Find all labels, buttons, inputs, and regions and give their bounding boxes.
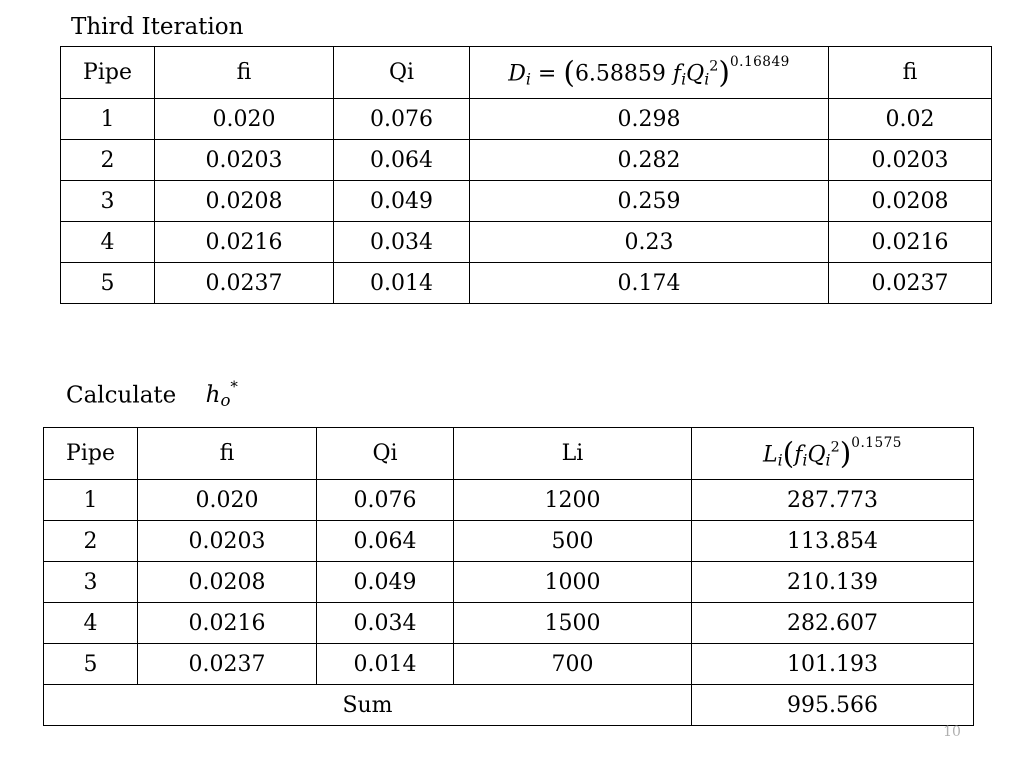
table-row bbox=[44, 562, 974, 603]
cell-qi: 0.076 bbox=[334, 99, 470, 140]
header-qi: Qi bbox=[334, 47, 470, 99]
cell-fi: 0.020 bbox=[155, 99, 334, 140]
sum-row bbox=[44, 685, 974, 726]
cell-fi-new: 0.02 bbox=[829, 99, 992, 140]
sum-value: 995.566 bbox=[692, 685, 974, 726]
table-row bbox=[61, 181, 992, 222]
cell-fi: 0.0237 bbox=[155, 263, 334, 304]
cell-value: 101.193 bbox=[692, 644, 974, 685]
table-header-row bbox=[61, 47, 992, 99]
cell-fi: 0.0208 bbox=[155, 181, 334, 222]
calculate-ho-table bbox=[43, 427, 974, 726]
cell-qi: 0.064 bbox=[317, 521, 454, 562]
cell-li: 1000 bbox=[454, 562, 692, 603]
cell-di: 0.23 bbox=[470, 222, 829, 263]
cell-fi: 0.0216 bbox=[138, 603, 317, 644]
cell-li: 1200 bbox=[454, 480, 692, 521]
cell-fi-new: 0.0208 bbox=[829, 181, 992, 222]
cell-fi-new: 0.0237 bbox=[829, 263, 992, 304]
table-row bbox=[44, 480, 974, 521]
table-row bbox=[61, 140, 992, 181]
cell-pipe: 3 bbox=[44, 562, 138, 603]
cell-di: 0.282 bbox=[470, 140, 829, 181]
cell-pipe: 2 bbox=[61, 140, 155, 181]
cell-qi: 0.034 bbox=[334, 222, 470, 263]
header-qi: Qi bbox=[317, 428, 454, 480]
cell-qi: 0.049 bbox=[317, 562, 454, 603]
cell-pipe: 1 bbox=[61, 99, 155, 140]
cell-li: 500 bbox=[454, 521, 692, 562]
section-title-calculate bbox=[66, 374, 238, 415]
ho-star-symbol: $h_o^*$ bbox=[205, 378, 238, 411]
cell-li: 700 bbox=[454, 644, 692, 685]
table-header-row bbox=[44, 428, 974, 480]
table-row bbox=[61, 263, 992, 304]
cell-value: 287.773 bbox=[692, 480, 974, 521]
cell-fi: 0.0203 bbox=[138, 521, 317, 562]
cell-fi: 0.020 bbox=[138, 480, 317, 521]
cell-pipe: 1 bbox=[44, 480, 138, 521]
cell-value: 210.139 bbox=[692, 562, 974, 603]
cell-qi: 0.014 bbox=[317, 644, 454, 685]
header-fi-new: fi bbox=[829, 47, 992, 99]
cell-fi: 0.0203 bbox=[155, 140, 334, 181]
table-row bbox=[44, 603, 974, 644]
cell-pipe: 5 bbox=[44, 644, 138, 685]
table-row bbox=[44, 521, 974, 562]
header-li: Li bbox=[454, 428, 692, 480]
cell-value: 113.854 bbox=[692, 521, 974, 562]
header-pipe: Pipe bbox=[44, 428, 138, 480]
cell-qi: 0.049 bbox=[334, 181, 470, 222]
cell-pipe: 4 bbox=[61, 222, 155, 263]
cell-qi: 0.076 bbox=[317, 480, 454, 521]
table-row bbox=[61, 222, 992, 263]
table-row bbox=[61, 99, 992, 140]
cell-fi: 0.0237 bbox=[138, 644, 317, 685]
cell-qi: 0.034 bbox=[317, 603, 454, 644]
header-pipe: Pipe bbox=[61, 47, 155, 99]
page-number: 10 bbox=[943, 724, 961, 740]
header-di-formula: $D_i = (6.58859$ $f_iQ_i^2)^{0.16849}$ bbox=[470, 47, 829, 99]
cell-di: 0.298 bbox=[470, 99, 829, 140]
header-fi: fi bbox=[155, 47, 334, 99]
third-iteration-table bbox=[60, 46, 992, 304]
table-row bbox=[44, 644, 974, 685]
section-title-third-iteration: Third Iteration bbox=[71, 14, 244, 40]
cell-pipe: 2 bbox=[44, 521, 138, 562]
cell-di: 0.259 bbox=[470, 181, 829, 222]
cell-qi: 0.014 bbox=[334, 263, 470, 304]
cell-value: 282.607 bbox=[692, 603, 974, 644]
cell-fi: 0.0216 bbox=[155, 222, 334, 263]
cell-di: 0.174 bbox=[470, 263, 829, 304]
header-li-formula: $L_i(f_iQ_i^2)^{0.1575}$ bbox=[692, 428, 974, 480]
cell-fi-new: 0.0216 bbox=[829, 222, 992, 263]
cell-qi: 0.064 bbox=[334, 140, 470, 181]
cell-pipe: 4 bbox=[44, 603, 138, 644]
cell-li: 1500 bbox=[454, 603, 692, 644]
cell-pipe: 3 bbox=[61, 181, 155, 222]
cell-fi: 0.0208 bbox=[138, 562, 317, 603]
cell-fi-new: 0.0203 bbox=[829, 140, 992, 181]
sum-label: Sum bbox=[44, 685, 692, 726]
cell-pipe: 5 bbox=[61, 263, 155, 304]
header-fi: fi bbox=[138, 428, 317, 480]
calculate-label: Calculate bbox=[66, 382, 177, 409]
